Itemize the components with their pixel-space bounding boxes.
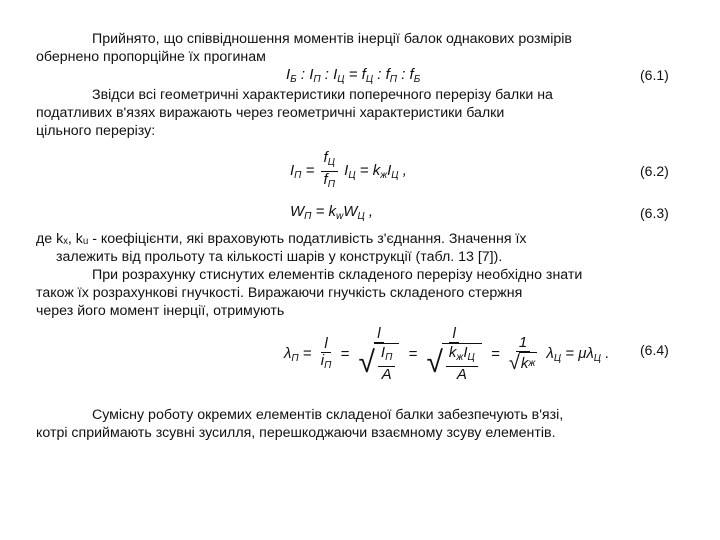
text-line: податливих в'язях виражають через геометричні характеристики балки: [36, 105, 505, 121]
text-line: котрі сприймають зсувні зусилля, перешкоджаючи взаємному зсуву елементів.: [36, 425, 556, 441]
text-line: залежить від прольоту та кількості шарів у конструкції (табл. 13 [7]).: [56, 249, 503, 265]
equation-6-3: $W_П = k_wW_Ц$ ,: [290, 203, 374, 222]
equation-number: (6.4): [640, 342, 669, 358]
equation-number: (6.3): [640, 205, 669, 221]
text-line: При розрахунку стиснутих елементів складеного перерізу необхідно знати: [92, 267, 583, 283]
text-line: також їх розрахункові гнучкості. Виражаючи гнучкість складеного стержня: [36, 285, 523, 301]
text-line: через його момент інерції, отримують: [36, 303, 285, 319]
text-line: обернено пропорційне їх прогинам: [36, 49, 266, 65]
equation-number: (6.1): [640, 67, 669, 83]
equation-number: (6.2): [640, 163, 669, 179]
text-line: Сумісну роботу окремих елементів складеної балки забезпечують в'язі,: [92, 407, 564, 423]
text-line: цільного перерізу:: [36, 123, 156, 139]
text-line: Прийнято, що співвідношення моментів інерції балок однакових розмірів: [92, 31, 572, 47]
equation-6-1: $I_Б$ : $I_П$ : $I_Ц = f_Ц$ : $f_П$ : $f_Б$: [286, 66, 421, 85]
equation-6-4: $\lambda_П$ = $\frac{l}{i_П}$ = l √ $\frac{I_П}{A}$ = l √ $\frac{k_жI_Ц}{A}$ = 1 √ k ж $\lambda_Ц = \mu\lambda_Ц$ .: [284, 325, 610, 383]
equation-6-2: $I_П$ = $\frac{f_Ц}{f_П}$ $I_Ц = k_жI_Ц$ ,: [290, 149, 407, 190]
text-line: де kₓ, kᵤ - коефіцієнти, які враховують податливість з'єднання. Значення їх: [36, 231, 527, 247]
text-line: Звідси всі геометричні характеристики поперечного перерізу балки на: [92, 87, 553, 103]
